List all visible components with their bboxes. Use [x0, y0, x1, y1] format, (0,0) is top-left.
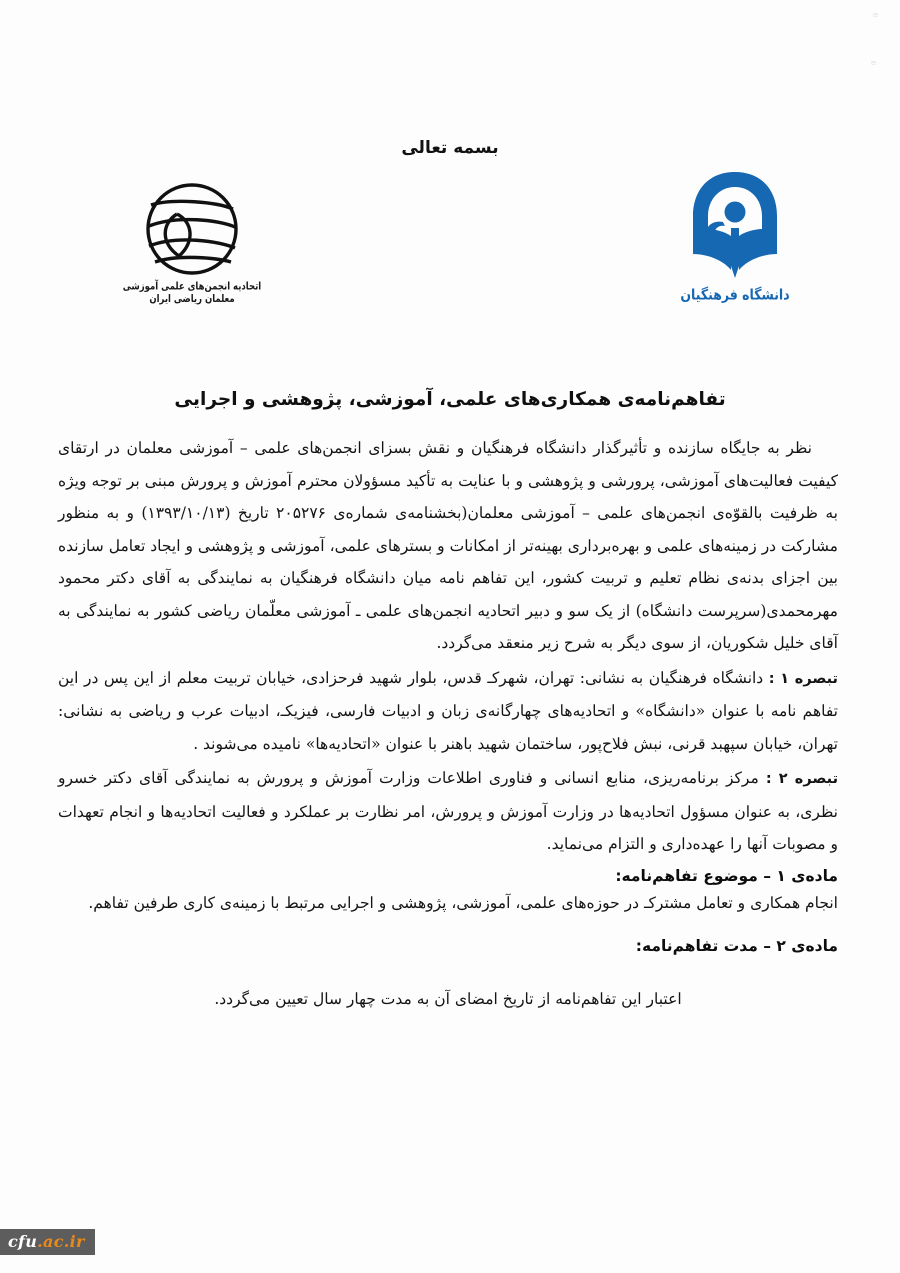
note-2-label: تبصره ۲ :: [765, 771, 839, 787]
logo-left-caption: اتحادیه انجمن‌های علمی آموزشی معلمان ریاضی ایران: [122, 280, 262, 306]
note-2-text: مرکز برنامه‌ریزی، منابع انسانی و فناوری اطلاعات وزارت آموزش و پرورش به نمایندگی آقای دکتر خسرو نظری، به عنوان مسؤول اتحادیه‌ها در وزارت آموزش و پرورش، امر نظارت بر عملکرد و فعالیت اتحادیه‌ها و انجام تعهدات و مصوبات آنها را عهده‌داری و التزام می‌نماید.: [58, 769, 838, 853]
basmala-heading: بسمه تعالی: [401, 138, 499, 158]
watermark-prefix: cfu: [8, 1232, 38, 1251]
preamble-paragraph: نظر به جایگاه سازنده و تأثیرگذار دانشگاه فرهنگیان و نقش بسزای انجمن‌های علمی – آموزشی معلمان در ارتقای کیفیت فعالیت‌های آموزشی، پرورشی و پژوهشی و با عنایت به تأکید مسؤولان محترم آموزش و پرورش مبنی بر توجه ویژه به ظرفیت بالقوّه‌ی انجمن‌های علمی – آموزشی معلمان(بخشنامه‌ی شماره‌ی ۲۰۵۲۷۶ تاریخ (۱۳۹۳/۱۰/۱۳) و به منظور مشارکت در زمینه‌های علمی و بهره‌برداری بهینه‌تر از امکانات و بسترهای علمی، آموزشی و پژوهشی و ایجاد تعامل سازنده بین اجزای بدنه‌ی نظام تعلیم و تربیت کشور، این تفاهم نامه میان دانشگاه فرهنگیان به نمایندگی به آقای دکتر محمود مهرمحمدی(سرپرست دانشگاه) از یک سو و دبیر اتحادیه انجمن‌های علمی ـ آموزشی معلّمان ریاضی کشور به نمایندگی به آقای خلیل شکوریان، از سوی دیگر به شرح زیر منعقد می‌گردد.: [58, 439, 838, 652]
union-of-mathematics-teachers-associations-logo: [133, 182, 251, 277]
note-2-paragraph: [58, 762, 838, 861]
note-1-paragraph: [58, 662, 838, 761]
logo-right-caption: دانشگاه فرهنگیان: [680, 285, 790, 304]
logo-right-block: [650, 170, 820, 302]
logo-left-block: [112, 182, 272, 306]
note-1-label: تبصره ۱ :: [768, 670, 838, 687]
farhangian-university-logo: [683, 170, 787, 282]
scan-artifact-upper: ⊟: [873, 11, 878, 19]
scan-artifact-lower: ⊟: [871, 59, 876, 67]
article-1-text: انجام همکاری و تعامل مشترکـ در حوزه‌های علمی، آموزشی، پژوهشی و اجرایی مرتبط با زمینه‌ی کاری طرفین تفاهم.: [88, 893, 838, 912]
note-1-text: دانشگاه فرهنگیان به نشانی: تهران، شهرکـ قدس، بلوار شهید فرحزادی، خیابان تربیت معلم از این پس در این تفاهم نامه با عنوان «دانشگاه» و اتحادیه‌های چهارگانه‌ی زبان و ادبیات فارسی، فیزیکـ، ادبیات عرب و ریاضی به نشانی: تهران، خیابان سپهبد قرنی، نبش فلاح‌پور، ساختمان شهید باهنر با عنوان «اتحادیه‌ها» نامیده می‌شوند .: [58, 668, 838, 753]
article-2-heading: ماده‌ی ۲ – مدت تفاهم‌نامه:: [635, 937, 838, 955]
article-2-text: اعتبار این تفاهم‌نامه از تاریخ امضای آن به مدت چهار سال تعیین می‌گردد.: [214, 990, 682, 1008]
watermark-domain: .ac.ir: [37, 1232, 85, 1251]
page-title: تفاهم‌نامه‌ی همکاری‌های علمی، آموزشی، پژوهشی و اجرایی: [174, 389, 726, 411]
document-body: [58, 432, 838, 1016]
article-1-heading: ماده‌ی ۱ – موضوع تفاهم‌نامه:: [615, 866, 838, 885]
section-spacer-1: [58, 921, 838, 931]
cfu-watermark: [0, 1229, 95, 1255]
section-spacer-2: [58, 957, 838, 983]
